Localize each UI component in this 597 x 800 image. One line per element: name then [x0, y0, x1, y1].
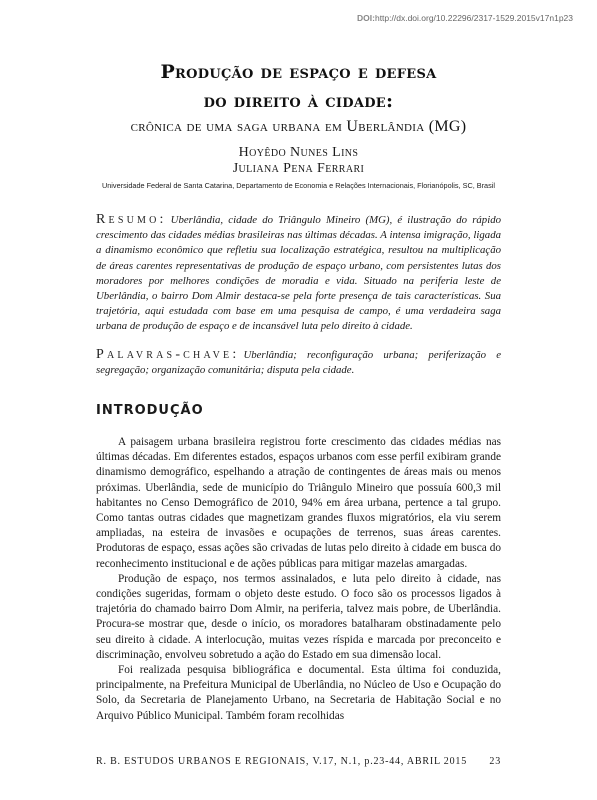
journal-citation: R. B. ESTUDOS URBANOS E REGIONAIS, V.17, N.1, p.23-44, ABRIL 2015	[96, 756, 468, 767]
doi-line[interactable]	[273, 13, 573, 23]
abstract-text: Uberlândia, cidade do Triângulo Mineiro (MG), é ilustração do rápido crescimento das cidades médias brasileiras nas últimas décadas. A intensa imigração, ligada a dinamismo econômico que refletiu sua localização estratégica, resultou na multiplicação de áreas carentes representativas de produção de espaço urbano, com persistentes lutas dos moradores por melhores condições de moradia e vida. Situado na periferia leste de Uberlândia, o bairro Dom Almir destaca-se pela forte presença de tais características. Sua trajetória, aqui estudada com base em uma pesquisa de campo, é uma verdadeira saga urbana de produção de espaço e de incansável luta pelo direito à cidade.	[96, 214, 501, 333]
doi-link[interactable]: http://dx.doi.org/10.22296/2317-1529.2015v17n1p23	[374, 13, 573, 23]
keywords-label: Palavras-chave:	[96, 347, 240, 362]
abstract	[96, 212, 501, 335]
paragraph-2: Produção de espaço, nos termos assinalados, e luta pelo direito à cidade, nas condições sugeridas, formam o objeto deste estudo. O foco são os processos ligados à trajetória do chamado bairro Dom Almir, na periferia, talvez mais pobre, de Uberlândia. Procura-se mostrar que, desde o início, os moradores batalharam obstinadamente pelo seu direito à cidade. A interlocução, muitas vezes ríspida e marcada por preconceito e discriminação, envolveu sobretudo a ação do Estado em sua dimensão local.	[96, 572, 501, 661]
section-body	[96, 435, 501, 724]
title-line-1: Produção de espaço e defesa	[160, 61, 437, 83]
section-heading: INTRODUÇÃO	[96, 403, 204, 418]
abstract-label: Resumo:	[96, 212, 167, 227]
page-number: 23	[489, 756, 501, 767]
author-1: Hoyêdo Nunes Lins	[238, 145, 359, 160]
doi-label: DOI:	[357, 13, 375, 23]
paragraph-3: Foi realizada pesquisa bibliográfica e documental. Esta última foi conduzida, principalmente, na Prefeitura Municipal de Uberlândia, no Núcleo de Uso e Ocupação do Solo, da Secretaria de Planejamento Urbano, na Secretaria de Habitação Social e no Arquivo Público Municipal. Também foram recolhidas	[96, 664, 501, 722]
article-subtitle: crônica de uma saga urbana em Uberlândia (MG)	[130, 118, 467, 135]
article-title	[60, 58, 537, 116]
paragraph-1: A paisagem urbana brasileira registrou forte crescimento das cidades médias nas últimas décadas. Em diferentes estados, espaços urbanos com esse perfil exibiram grande dinamismo demográfico, espelhando a atração de contingentes de áreas mais ou menos próximas. Uberlândia, sede de município do Triângulo Mineiro que possuía 600,3 mil habitantes no Censo Demográfico de 2010, 94% em área urbana, pertence a tal grupo. Como tantas outras cidades que magnetizam grandes fluxos migratórios, ela viu serem ampliadas, na esteira de invasões e ocupações de terrenos, suas áreas carentes. Produtoras de espaço, essas ações são crivadas de lutas pelo direito à cidade em busca do reconhecimento institucional e de ações públicas para mitigar mazelas amargadas.	[96, 436, 501, 570]
keywords	[96, 347, 501, 378]
author-2: Juliana Pena Ferrari	[232, 161, 365, 176]
title-line-2: do direito à cidade:	[203, 90, 394, 112]
keywords-text: Uberlândia; reconfiguração urbana; periferização e segregação; organização comunitária; disputa pela cidade.	[96, 349, 501, 377]
author-affiliation: Universidade Federal de Santa Catarina, Departamento de Economia e Relações Internacionais, Florianópolis, SC, Brasil	[101, 181, 496, 190]
